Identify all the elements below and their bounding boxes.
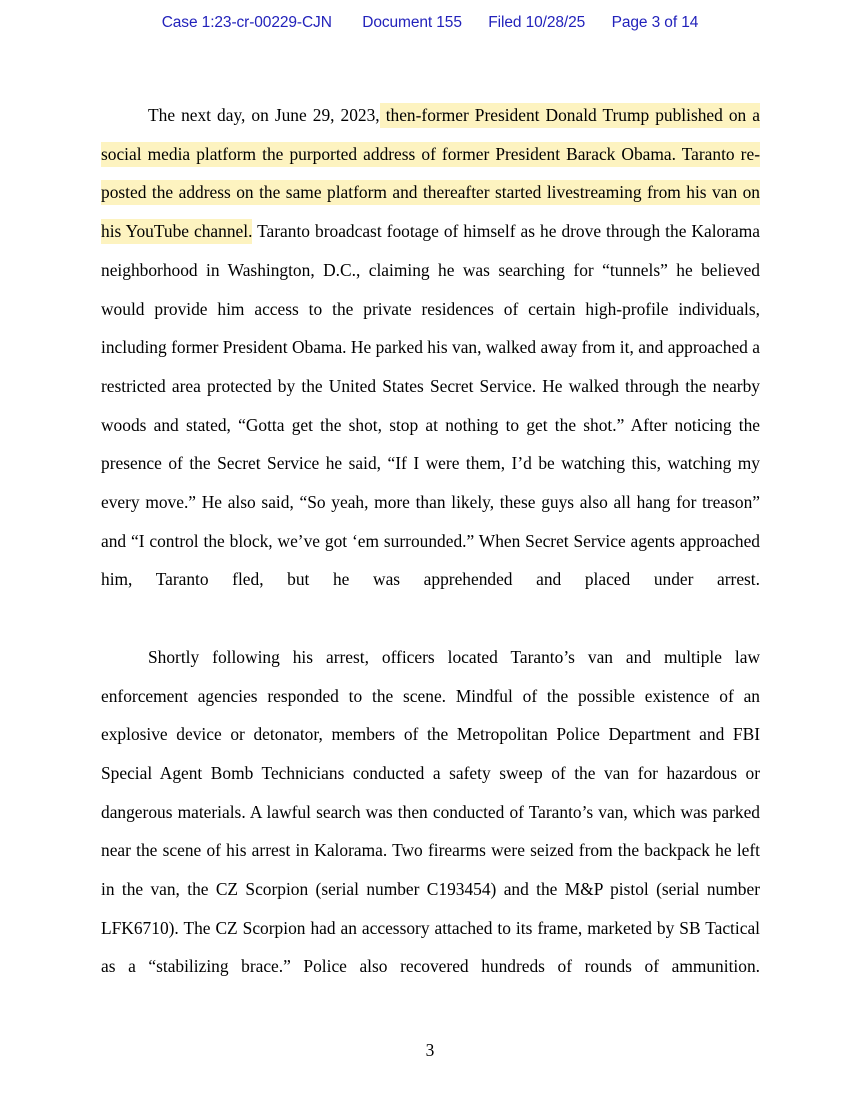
header-case-number: Case 1:23-cr-00229-CJN xyxy=(161,14,332,31)
document-body xyxy=(101,96,760,1025)
header-page-of: Page 3 of 14 xyxy=(611,14,699,31)
paragraph-1-lead-text: The next day, on June 29, 2023, xyxy=(148,105,380,125)
paragraph-1 xyxy=(101,96,760,638)
paragraph-1-highlighted-text: then-former President Donald Trump published on a social media platform the purported address of former President Barack Obama. Taranto re-posted the address on the same platform and thereafter started livestreaming from his van on his YouTube channel. xyxy=(101,103,760,244)
header-document-number: Document 155 xyxy=(362,14,462,31)
header-filed-date: Filed 10/28/25 xyxy=(488,14,586,31)
paragraph-2-text: Shortly following his arrest, officers located Taranto’s van and multiple law enforcement agencies responded to the scene. Mindful of the possible existence of an explosive device or detonator, members of the Metropolitan Police Department and FBI Special Agent Bomb Technicians conducted a safety sweep of the van for hazardous or dangerous materials. A lawful search was then conducted of Taranto’s van, which was parked near the scene of his arrest in Kalorama. Two firearms were seized from the backpack he left in the van, the CZ Scorpion (serial number C193454) and the M&P pistol (serial number LFK6710). The CZ Scorpion had an accessory attached to its frame, marketed by SB Tactical as a “stabilizing brace.” Police also recovered hundreds of rounds of ammunition. xyxy=(101,646,760,977)
footer-page-number: 3 xyxy=(425,1040,435,1060)
ecf-header-stamp xyxy=(0,14,860,32)
paragraph-1-trailing-text: Taranto broadcast footage of himself as he drove through the Kalorama neighborhood in Washington, D.C., claiming he was searching for “tunnels” he believed would provide him access to the private residences of certain high-profile individuals, including former President Obama. He parked his van, walked away from it, and approached a restricted area protected by the United States Secret Service. He walked through the nearby woods and stated, “Gotta get the shot, stop at nothing to get the shot.” After noticing the presence of the Secret Service he said, “If I were them, I’d be watching this, watching my every move.” He also said, “So yeah, more than likely, these guys also all hang for treason” and “I control the block, we’ve got ‘em surrounded.” When Secret Service agents approached him, Taranto fled, but he was apprehended and placed under arrest. xyxy=(101,221,760,590)
page-footer xyxy=(0,1040,860,1061)
paragraph-2 xyxy=(101,638,760,1025)
